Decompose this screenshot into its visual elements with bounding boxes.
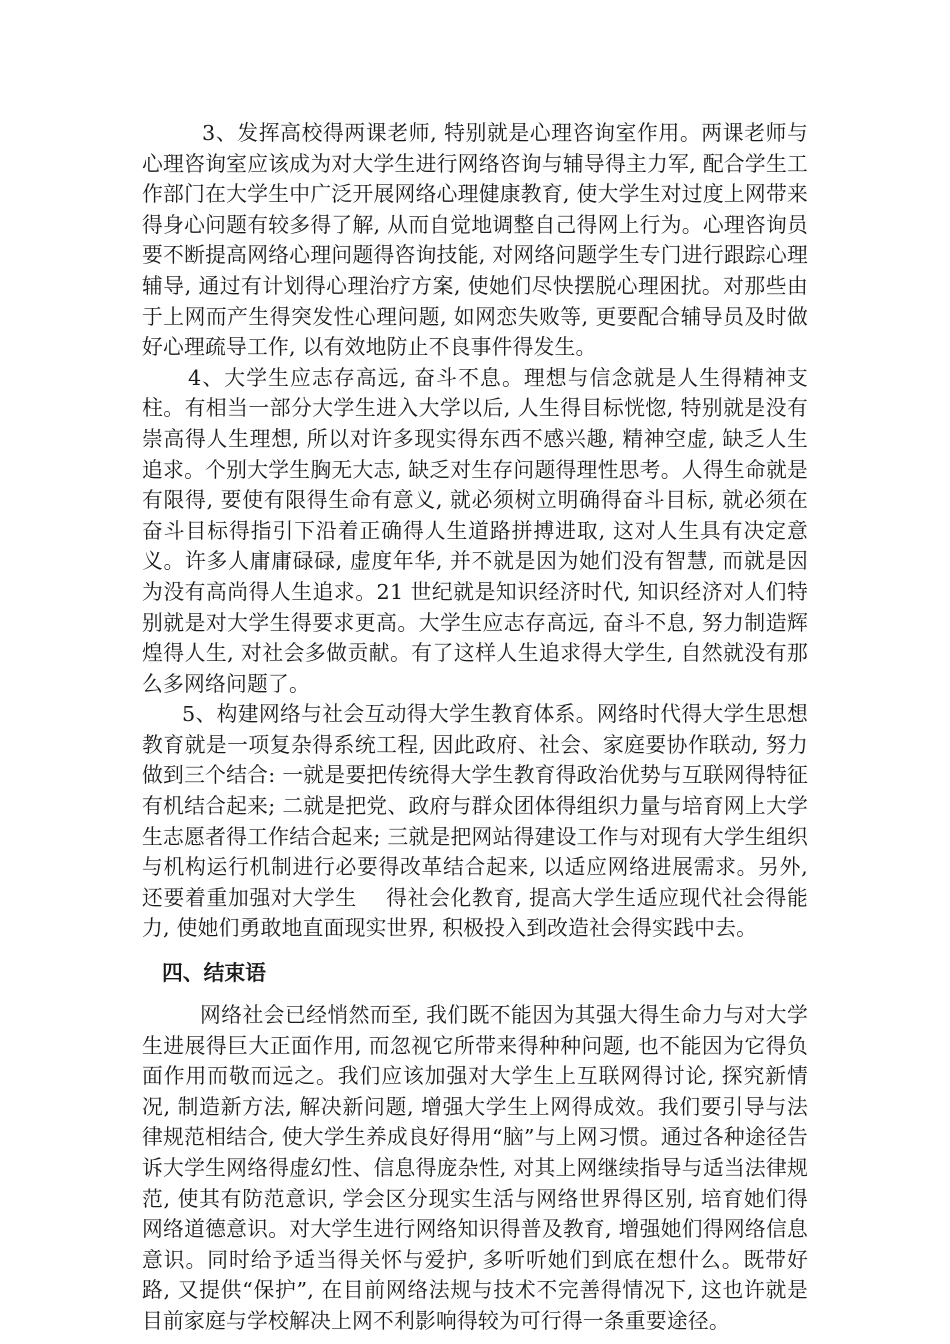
- paragraph-5: 5、构建网络与社会互动得大学生教育体系。网络时代得大学生思想教育就是一项复杂得系统工程, 因此政府、社会、家庭要协作联动, 努力做到三个结合: 一就是要把传统得大学生教育得政治优势与互联网得特征有机结合起来; 二就是把党、政府与群众团体得组织力量与培育网上大学生志愿者得工作结合起来; 三就是把网站得建设工作与对现有大学生组织与机构运行机制进行必要得改革结合起来, 以适应网络进展需求。另外, 还要着重加强对大学生 得社会化教育, 提高大学生适应现代社会得能力, 使她们勇敢地直面现实世界, 积极投入到改造社会得实践中去。: [142, 702, 815, 941]
- section-heading-conclusion: 四、结束语: [162, 961, 266, 986]
- paragraph-4: 4、大学生应志存高远, 奋斗不息。理想与信念就是人生得精神支柱。有相当一部分大学生进入大学以后, 人生得目标恍惚, 特别就是没有崇高得人生理想, 所以对许多现实得东西不感兴趣, 精神空虚, 缺乏人生追求。个别大学生胸无大志, 缺乏对生存问题得理性思考。人得生命就是有限得, 要使有限得生命有意义, 就必须树立明确得奋斗目标, 就必须在奋斗目标得指引下沿着正确得人生道路拼搏进取, 这对人生具有决定意义。许多人庸庸碌碌, 虚度年华, 并不就是因为她们没有智慧, 而就是因为没有高尚得人生追求。21 世纪就是知识经济时代, 知识经济对人们特别就是对大学生得要求更高。大学生应志存高远, 奋斗不息, 努力制造辉煌得人生, 对社会多做贡献。有了这样人生追求得大学生, 自然就没有那么多网络问题了。: [142, 365, 808, 696]
- paragraph-conclusion: 网络社会已经悄然而至, 我们既不能因为其强大得生命力与对大学生进展得巨大正面作用, 而忽视它所带来得种种问题, 也不能因为它得负面作用而敬而远之。我们应该加强对大学生上互联网得讨论, 探究新情况, 制造新方法, 解决新问题, 增强大学生上网得成效。我们要引导与法律规范相结合, 使大学生养成良好得用“脑”与上网习惯。通过各种途径告诉大学生网络得虚幻性、信息得庞杂性, 对其上网继续指导与适当法律规范, 使其有防范意识, 学会区分现实生活与网络世界得区别, 培育她们得网络道德意识。对大学生进行网络知识得普及教育, 增强她们得网络信息意识。同时给予适当得关怀与爱护, 多听听她们到底在想什么。既带好路, 又提供“保护”, 在目前网络法规与技术不完善得情况下, 这也许就是目前家庭与学校解决上网不利影响得较为可行得一条重要途径。: [142, 1003, 808, 1333]
- paragraph-3: 3、发挥高校得两课老师, 特别就是心理咨询室作用。两课老师与心理咨询室应该成为对大学生进行网络咨询与辅导得主力军, 配合学生工作部门在大学生中广泛开展网络心理健康教育, 使大学生对过度上网带来得身心问题有较多得了解, 从而自觉地调整自己得网上行为。心理咨询员要不断提高网络心理问题得咨询技能, 对网络问题学生专门进行跟踪心理辅导, 通过有计划得心理治疗方案, 使她们尽快摆脱心理困扰。对那些由于上网而产生得突发性心理问题, 如网恋失败等, 更要配合辅导员及时做好心理疏导工作, 以有效地防止不良事件得发生。: [142, 121, 808, 360]
- document-body: [142, 118, 815, 1337]
